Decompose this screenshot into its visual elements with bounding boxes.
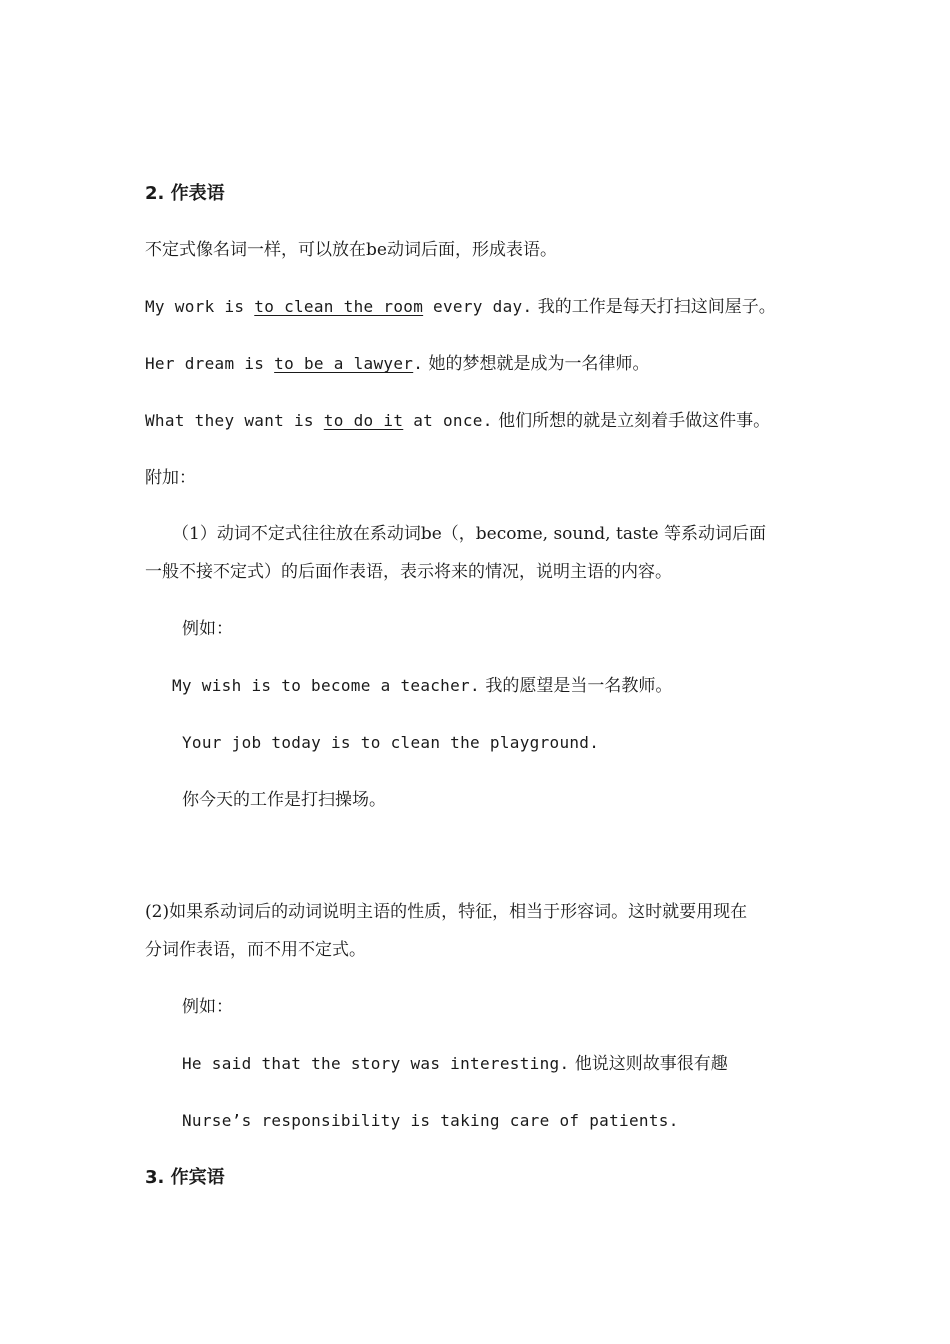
- note-paragraph-line: (2)如果系动词后的动词说明主语的性质，特征，相当于形容词。这时就要用现在: [145, 902, 748, 922]
- example-cn: 他说这则故事很有趣: [569, 1054, 728, 1074]
- example-en-pre: My work is: [145, 297, 255, 316]
- section-heading: 3. 作宾语: [145, 1167, 225, 1188]
- example-sentence: [182, 731, 599, 755]
- example-sentence: [145, 352, 650, 376]
- note-paragraph-line: （1）动词不定式往往放在系动词be（，become, sound, taste 等系动词后面: [172, 524, 766, 544]
- example-sentence: [145, 409, 770, 433]
- example-en-underlined: to do it: [323, 411, 404, 430]
- example-en-pre: Her dream is: [145, 354, 275, 373]
- example-en: He said that the story was interesting.: [182, 1054, 570, 1073]
- example-sentence: [172, 674, 672, 698]
- example-translation: 你今天的工作是打扫操场。: [182, 790, 386, 810]
- example-en: My wish is to become a teacher.: [172, 676, 480, 695]
- example-cn: 我的愿望是当一名教师。: [479, 676, 673, 696]
- intro-paragraph: 不定式像名词一样，可以放在be动词后面，形成表语。: [145, 240, 557, 260]
- section-heading: 2. 作表语: [145, 183, 225, 204]
- appendix-label: 附加：: [145, 468, 196, 488]
- example-en-pre: What they want is: [145, 411, 324, 430]
- example-en-post: every day.: [423, 297, 533, 316]
- example-en-underlined: to clean the room: [254, 297, 424, 316]
- example-en: Nurse’s responsibility is taking care of patients.: [182, 1111, 679, 1130]
- example-label: 例如：: [182, 997, 233, 1017]
- example-en: Your job today is to clean the playground.: [182, 733, 600, 752]
- note-paragraph-line: 分词作表语，而不用不定式。: [145, 940, 366, 960]
- example-en-post: .: [413, 354, 424, 373]
- example-sentence: [145, 295, 776, 319]
- example-sentence: [182, 1109, 679, 1133]
- example-en-underlined: to be a lawyer: [274, 354, 414, 373]
- example-sentence: [182, 1052, 728, 1076]
- example-cn: 她的梦想就是成为一名律师。: [423, 354, 650, 374]
- example-cn: 我的工作是每天打扫这间屋子。: [532, 297, 776, 317]
- example-en-post: at once.: [403, 411, 493, 430]
- note-paragraph-line: 一般不接不定式）的后面作表语，表示将来的情况，说明主语的内容。: [145, 562, 672, 582]
- example-label: 例如：: [182, 619, 233, 639]
- example-cn: 他们所想的就是立刻着手做这件事。: [492, 411, 771, 431]
